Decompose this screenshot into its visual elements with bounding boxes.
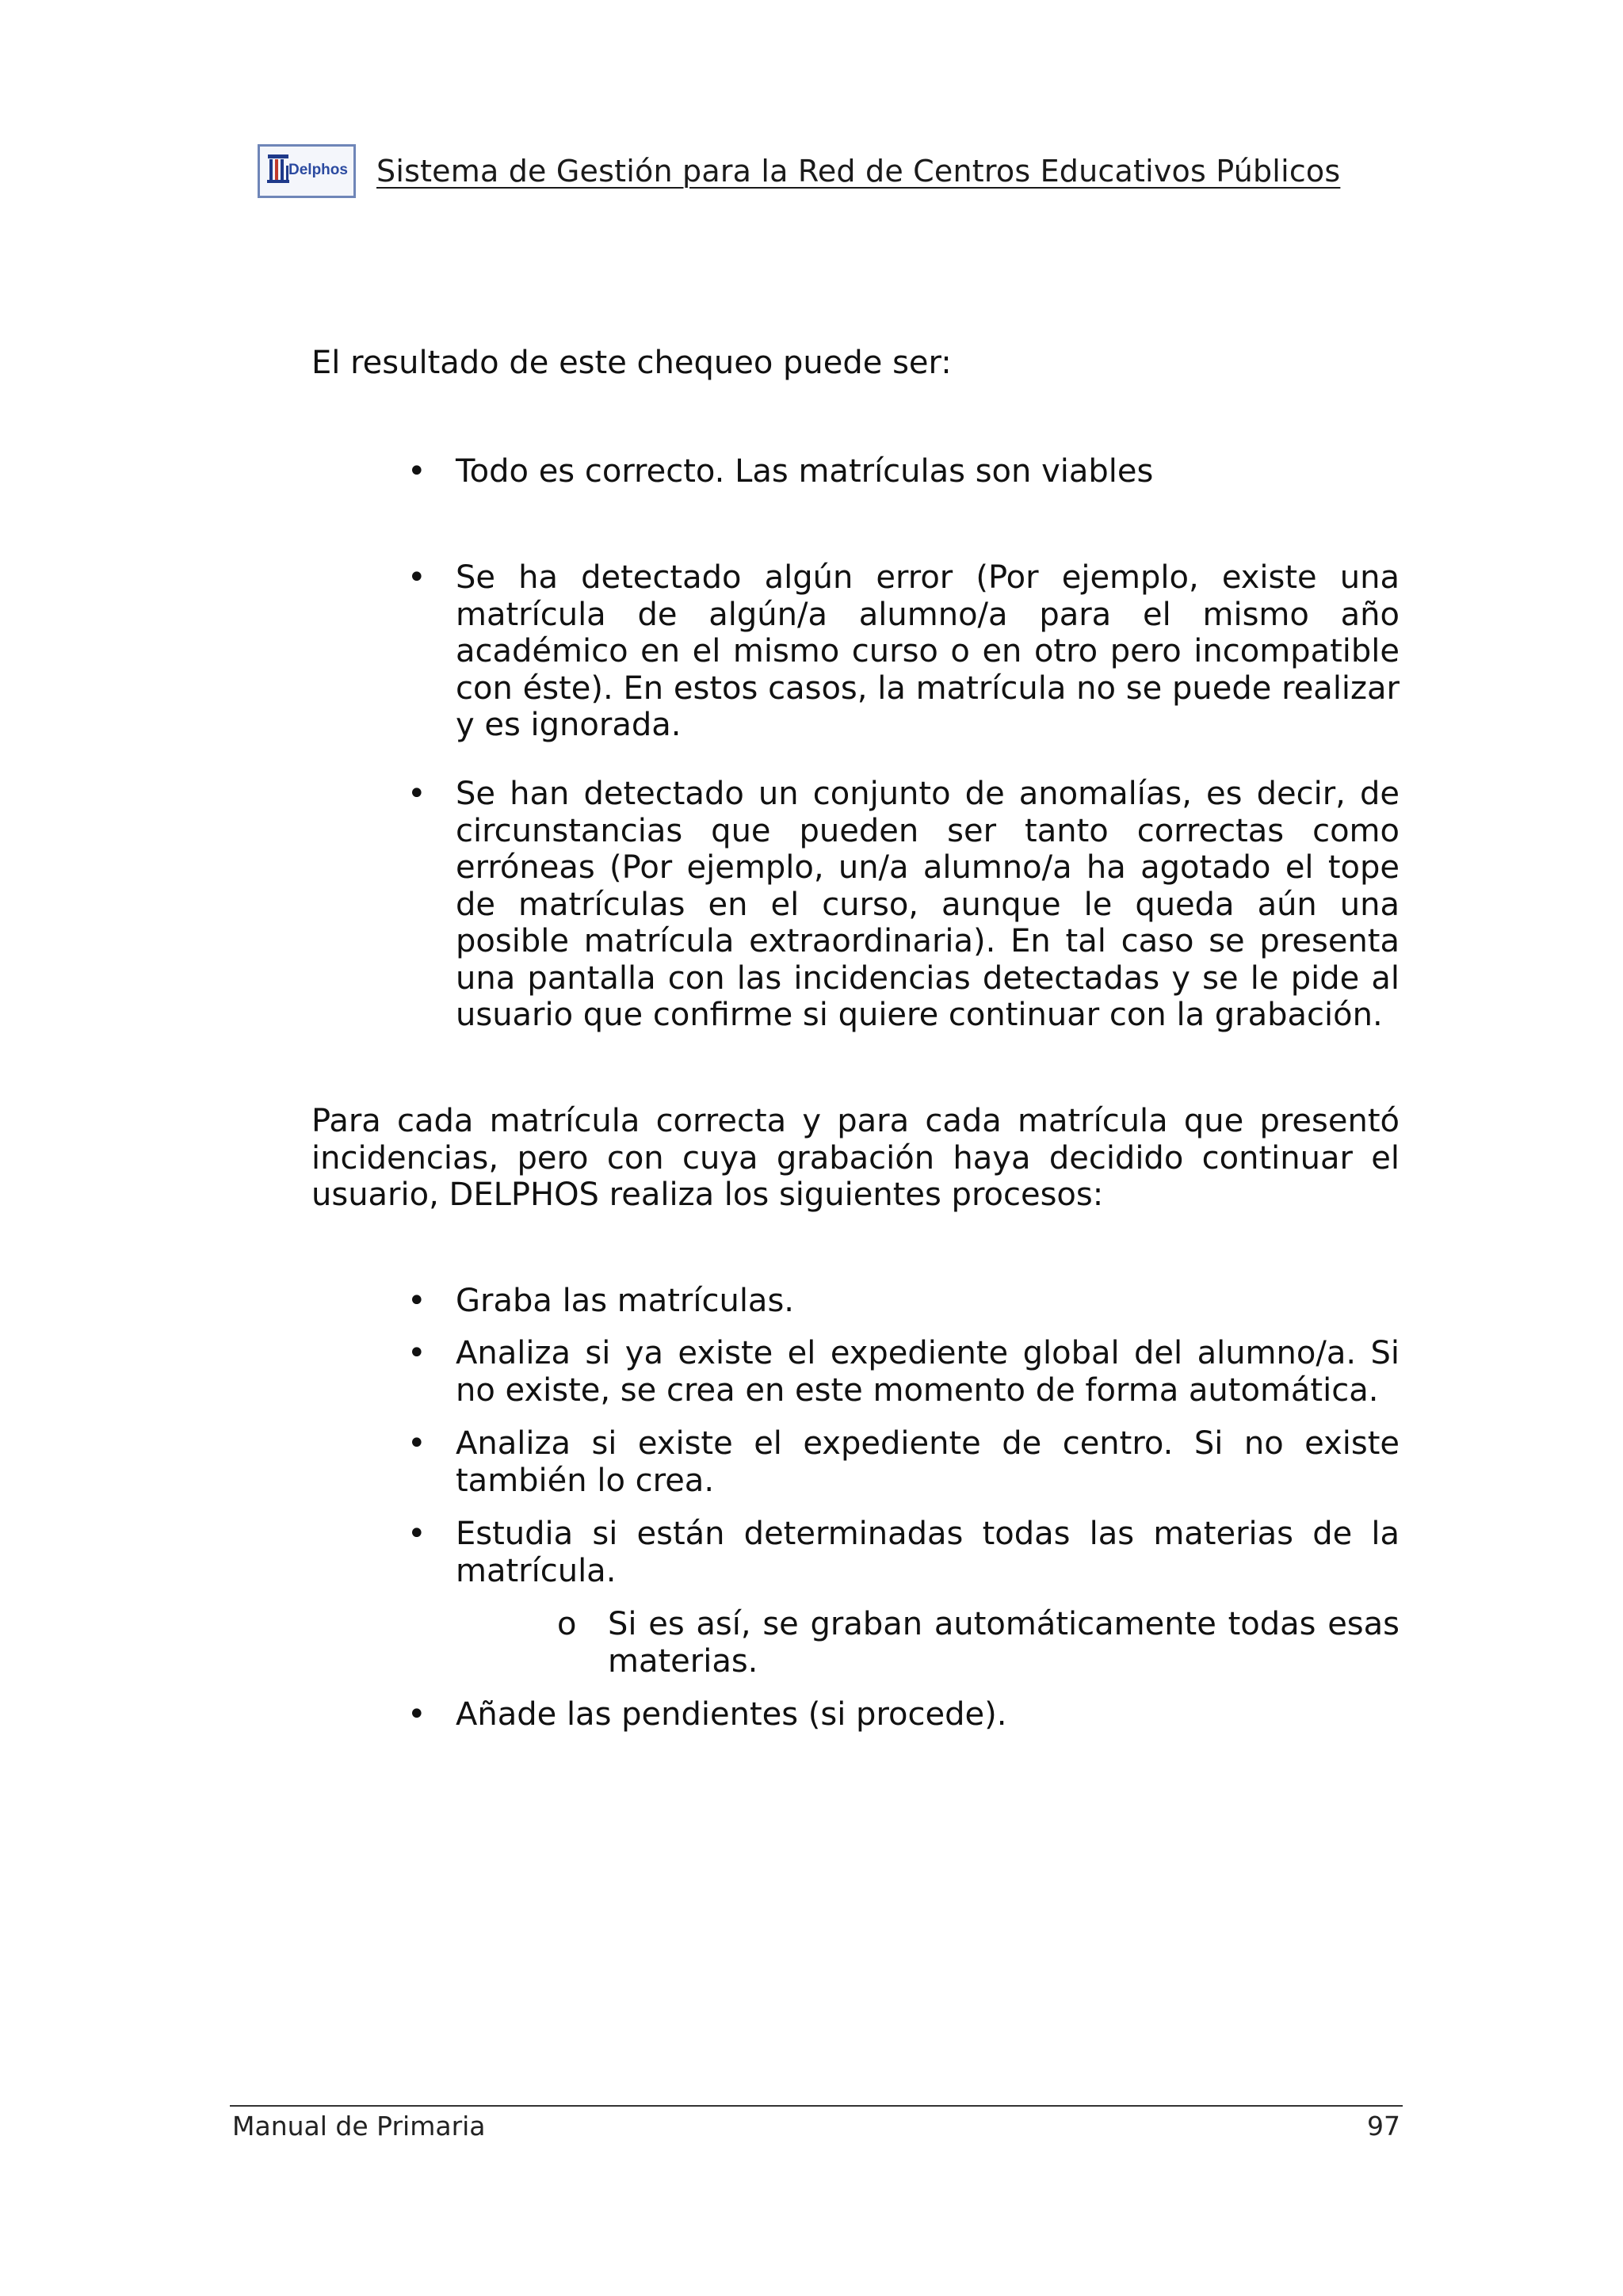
bullet: • <box>407 776 426 812</box>
bullet: • <box>407 1516 426 1552</box>
sub-process-item: Si es así, se graban automáticamente todas esas materias. <box>608 1606 1400 1680</box>
sub-bullet: o <box>557 1606 577 1642</box>
bullet: • <box>407 1335 426 1371</box>
footer-divider <box>230 2105 1403 2107</box>
process-item: Añade las pendientes (si procede). <box>456 1696 1007 1733</box>
header-title: Sistema de Gestión para la Red de Centros Educativos Públicos <box>376 154 1341 189</box>
page-number: 97 <box>1367 2111 1400 2142</box>
bullet: • <box>407 1283 426 1319</box>
page-header <box>258 144 1340 198</box>
bullet: • <box>407 559 426 596</box>
footer-manual-title: Manual de Primaria <box>232 2111 486 2142</box>
processes-paragraph: Para cada matrícula correcta y para cada matrícula que presentó incidencias, pero con cuya grabación haya decidido continuar el usuario, DELPHOS realiza los siguientes procesos: <box>311 1103 1400 1213</box>
logo-text: Delphos <box>288 162 348 178</box>
result-item: Se ha detectado algún error (Por ejemplo, existe una matrícula de algún/a alumno/a para el mismo año académico en el mismo curso o en otro pero incompatible con éste). En estos casos, la matrícula no se puede realizar y es ignorada. <box>456 559 1400 743</box>
delphos-logo <box>258 144 356 198</box>
bullet: • <box>407 453 426 490</box>
delphos-logo-icon <box>265 148 353 194</box>
process-item: Analiza si ya existe el expediente global del alumno/a. Si no existe, se crea en este momento de forma automática. <box>456 1335 1400 1409</box>
bullet: • <box>407 1425 426 1462</box>
result-item: Se han detectado un conjunto de anomalías, es decir, de circunstancias que pueden ser tanto correctas como erróneas (Por ejemplo, un/a alumno/a ha agotado el tope de matrículas en el curso, aunque le queda aún una posible matrícula extraordinaria). En tal caso se presenta una pantalla con las incidencias detectadas y se le pide al usuario que confirme si quiere continuar con la grabación. <box>456 776 1400 1033</box>
process-item: Analiza si existe el expediente de centro. Si no existe también lo crea. <box>456 1425 1400 1499</box>
result-item: Todo es correcto. Las matrículas son viables <box>456 453 1154 490</box>
intro-paragraph: El resultado de este chequeo puede ser: <box>311 345 952 381</box>
process-item: Graba las matrículas. <box>456 1283 794 1319</box>
bullet: • <box>407 1696 426 1733</box>
process-item: Estudia si están determinadas todas las materias de la matrícula. <box>456 1516 1400 1589</box>
